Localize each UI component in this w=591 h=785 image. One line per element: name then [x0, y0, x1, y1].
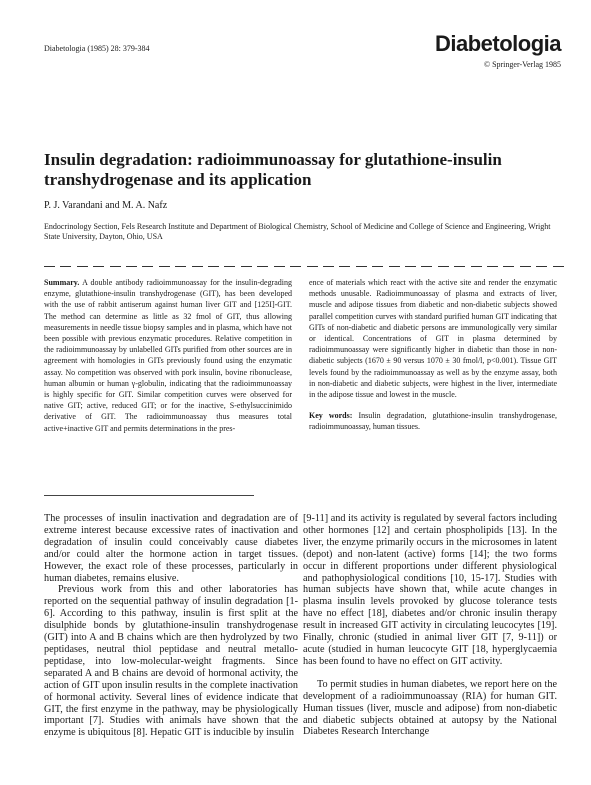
journal-masthead: [435, 33, 561, 69]
abstract-text-right: ence of materials which react with the active site and render the enzymatic methods unusable. Radioimmunoassay of plasma and extracts of liver, muscle and adipose tissues from diabetic and non-diabetic subjects showed parallel competition curves with standard purified human GIT indicating that GITs of non-diabetic and diabetic persons are immunologically very similar or identical. Concentrations of GIT in plasma determined by radioimmunoassay were significantly higher in diabetic than those in non-diabetic subjects (1670 ± 90 versus 1070 ± 30 fmol/l, p<0.001). Tissue GIT levels found by the radioimmunoassay as well as by the enzyme assay, both in non-diabetic and diabetic subjects, were highest in the liver, intermediate in the adipose tissue and lowest in the muscle.: [309, 278, 557, 400]
body-paragraph: The processes of insulin inactivation and degradation are of extreme interest because excessive rates of inactivation and degradation of insulin could conceivably cause diabetes and/or could alter the hormone action in target tissues. However, the exact role of these processes, particularly in human diabetes, remains elusive.: [44, 513, 298, 584]
section-divider: [44, 266, 564, 270]
body-right-column: [303, 513, 557, 738]
copyright-notice: © Springer-Verlag 1985: [483, 60, 561, 69]
abstract-left-column: [44, 277, 292, 434]
journal-name: Diabetologia: [434, 31, 561, 56]
body-paragraph: [9-11] and its activity is regulated by several factors including other hormones [12] and certain phospholipids [13]. In the liver, the enzyme primarily occurs in the microsomes in latent (depot) and non-latent (active) forms [14]; the two forms occur in different proportions under different physiological and pathophysiological conditions [10, 15-17]. Studies with human subjects have shown that, while acute changes in plasma insulin levels provoked by glucose tolerance tests have no effect [18], diabetes and/or chronic insulin therapy result in increased GIT activity in circulating leucocytes [19]. Finally, chronic (studied in animal liver GIT [7, 9-11]) or acute (studied in human leucocyte GIT [18, hyperglycaemia has been found to have no effect on GIT activity.: [303, 513, 557, 667]
abstract-rule: [44, 495, 254, 496]
body-paragraph: Previous work from this and other laboratories has reported on the sequential pathway of insulin degradation [1-6]. According to this pathway, insulin is first split at the disulphide bonds by glutathione-insulin transhydrogenase (GIT) into A and B chains which are then hydrolyzed by two peptidases, neutral thiol peptidase and neutral metallo-peptidase, into low-molecular-weight fragments. Since separated A and B chains are devoid of hormonal activity, the action of GIT upon insulin results in the complete inactivation of hormonal activity. Several lines of evidence indicate that GIT, the first enzyme in the pathway, may be physiologically important [7]. Studies with animals have shown that the enzyme is ubiquitous [8]. Hepatic GIT is inducible by insulin: [44, 584, 298, 739]
journal-citation: Diabetologia (1985) 28: 379-384: [44, 44, 150, 53]
abstract-right-column: [309, 277, 557, 433]
keywords-text: Insulin degradation, glutathione-insulin transhydrogenase, radioimmunoassay, human tissues.: [309, 411, 558, 432]
abstract-text-left: A double antibody radioimmunoassay for the insulin-degrading enzyme, glutathione-insulin transhydrogenase (GIT), has been developed with the use of rabbit antiserum against human liver GIT and [125I]-GIT. The method can determine as little as 32 fmol of GIT, thus allowing measurements in needle tissue biopsy samples and in plasma, which have not been possible with previous enzymatic procedures. Relative competition in the radioimmunoassay by unlabelled GITs purified from other sources are in agreement with homologies in GITs previously found using the enzymatic assay. No competition was observed with pork insulin, bovine ribonuclease, human albumin or human γ-globulin, indicating that the radioimmunoassay is highly specific for GIT. Similar competition curves were observed for native GIT; active, reduced GIT; or for the inactive, S-ethylsuccinimido derivative of GIT. The radioimmunoassay thus measures total active+inactive GIT and permits determinations in the pres-: [44, 278, 293, 433]
body-left-column: [44, 513, 298, 739]
keywords-label: Key words:: [309, 411, 353, 421]
article-authors: P. J. Varandani and M. A. Nafz: [44, 200, 168, 211]
body-paragraph: To permit studies in human diabetes, we report here on the development of a radioimmunoassay (RIA) for human GIT. Human tissues (liver, muscle and adipose) from non-diabetic and diabetic subjects obtained at autopsy by the National Diabetes Research Interchange: [303, 678, 557, 738]
author-affiliation: Endocrinology Section, Fels Research Institute and Department of Biological Chemistry, School of Medicine and College of Science and Engineering, Wright State University, Dayton, Ohio, USA: [44, 222, 551, 241]
abstract-label: Summary.: [44, 278, 80, 287]
article-title: Insulin degradation: radioimmunoassay for glutathione-insulin transhydrogenase and its application: [44, 150, 502, 189]
keywords: [309, 410, 557, 432]
